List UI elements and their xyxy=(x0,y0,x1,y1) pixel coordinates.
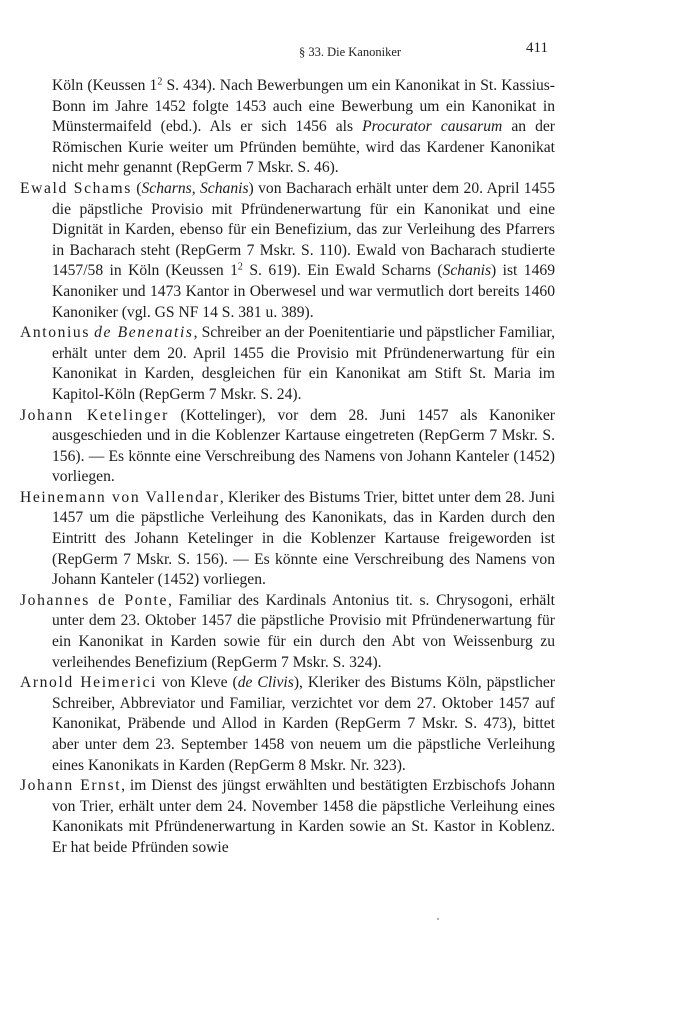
entry-name: Antonius xyxy=(20,324,90,342)
text-run: S. 619). Ein Ewald Scharns ( xyxy=(242,262,443,280)
text-run: , Kleriker des Bistums Trier, bittet unter dem 28. Juni 1457 um die päpstliche Verleihung des Kanonikats, das in Karden durch den Eintritt des Johann Ketelinger in die Koblenzer Kartause freigeworden ist (RepGerm 7 Mskr. S. 156). — Es könnte eine Verschreibung des Namens von Johann Kanteler (1452) vorliegen. xyxy=(52,488,555,589)
entry-name: Arnold Heimerici xyxy=(20,674,158,692)
entry-name: Ewald Schams xyxy=(20,179,132,197)
entry-continuation xyxy=(20,76,555,179)
text-run: an der Römischen Kurie weiter um Pfründen bemühte, wird das Kardener Kanonikat nicht mehr genannt (RepGerm 7 Mskr. S. 46). xyxy=(52,118,555,177)
entry-johannes-de-ponte xyxy=(20,591,555,673)
text-run: ) von Bacharach erhält unter dem 20. April 1455 die päpstliche Provisio mit Pfründenerwartung für ein Kanonikat und eine Dignität in Karden, ebenso für ein Benefizium, das zur Verleihung des Pfarrers in Bacharach steht (RepGerm 7 Mskr. S. 110). Ewald von Bacharach studierte 1457/58 in Köln (Keussen 1 xyxy=(52,179,555,280)
superscript: 2 xyxy=(237,261,243,273)
entry-name: Johann Ketelinger xyxy=(20,406,169,424)
entry-antonius-de-benenatis xyxy=(20,323,555,405)
italic-variant: Scharns, Schanis xyxy=(141,179,249,197)
italic-term: Procurator causarum xyxy=(362,118,503,136)
text-run: von Kleve ( xyxy=(157,674,238,692)
entry-johann-ketelinger xyxy=(20,406,555,488)
text-run: , im Dienst des jüngst erwählten und bestätigten Erzbischofs Johann von Trier, erhält unter dem 24. November 1458 die päpstliche Verleihung eines Kanonikats mit Pfründenerwartung in Karden sowie an St. Kastor in Koblenz. Er hat beide Pfründen sowie xyxy=(52,777,556,856)
text-run: Köln (Keussen 1 xyxy=(52,77,158,94)
body-text xyxy=(20,76,555,859)
running-title: § 33. Die Kanoniker xyxy=(298,45,402,59)
superscript: 2 xyxy=(157,76,163,88)
entry-name: Johann Ernst xyxy=(20,777,122,795)
text-run: ( xyxy=(131,179,142,197)
entry-ewald-schams xyxy=(20,179,555,323)
entry-name: Johannes de Ponte xyxy=(20,591,168,609)
italic-variant: de Clivis xyxy=(237,674,294,692)
scan-speck xyxy=(437,918,439,920)
entry-name-italic: de Benenatis xyxy=(94,324,194,342)
running-header xyxy=(0,40,700,64)
entry-name: Heinemann von Vallendar xyxy=(20,488,220,506)
text-run: , Familiar des Kardinals Antonius tit. s. Chrysogoni, erhält unter dem 23. Oktober 1457 die päpstliche Provisio mit Pfründenerwartung für ein Kanonikat in Karden sowie für ein durch den Abt von Weissenburg zu verleihendes Benefizium (RepGerm 7 Mskr. S. 324). xyxy=(52,591,555,671)
text-run: , Schreiber an der Poenitentiarie und päpstlicher Familiar, erhält unter dem 20. April 1455 die Provisio mit Pfründenerwartung für ein Kanonikat in Karden, desgleichen für ein Kanonikat am Stift St. Maria im Kapitol-Köln (RepGerm 7 Mskr. S. 24). xyxy=(52,324,555,403)
italic-variant: Schanis xyxy=(442,262,492,280)
text-run: ), Kleriker des Bistums Köln, päpstlicher Schreiber, Abbreviator und Familiar, verzichtet vor dem 27. Oktober 1457 auf Kanonikat, Präbende und Allod in Karden (RepGerm 7 Mskr. S. 473), bittet aber unter dem 23. September 1458 von neuem um die päpstliche Verleihung eines Kanonikats in Karden (RepGerm 8 Mskr. Nr. 323). xyxy=(52,674,556,774)
text-run: ) ist 1469 Kanoniker und 1473 Kantor in Oberwesel und war vermutlich dort bereits 1460 Kanoniker (vgl. GS NF 14 S. 381 u. 389). xyxy=(52,262,555,321)
text-run: S. 434). Nach Bewerbungen um ein Kanonikat in St. Kassius-Bonn im Jahre 1452 folgte 1453 auch eine Bewerbung um ein Kanonikat in Münstermaifeld (ebd.). Als er sich 1456 als xyxy=(52,77,556,136)
entry-heinemann-von-vallendar xyxy=(20,488,555,591)
entry-arnold-heimerici xyxy=(20,673,555,776)
entry-johann-ernst xyxy=(20,776,555,858)
text-run: (Kottelinger), vor dem 28. Juni 1457 als Kanoniker ausgeschieden und in die Koblenzer Kartause eingetreten (RepGerm 7 Mskr. S. 156). — Es könnte eine Verschreibung des Namens von Johann Kanteler (1452) vorliegen. xyxy=(52,406,555,486)
page-number: 411 xyxy=(526,40,548,56)
